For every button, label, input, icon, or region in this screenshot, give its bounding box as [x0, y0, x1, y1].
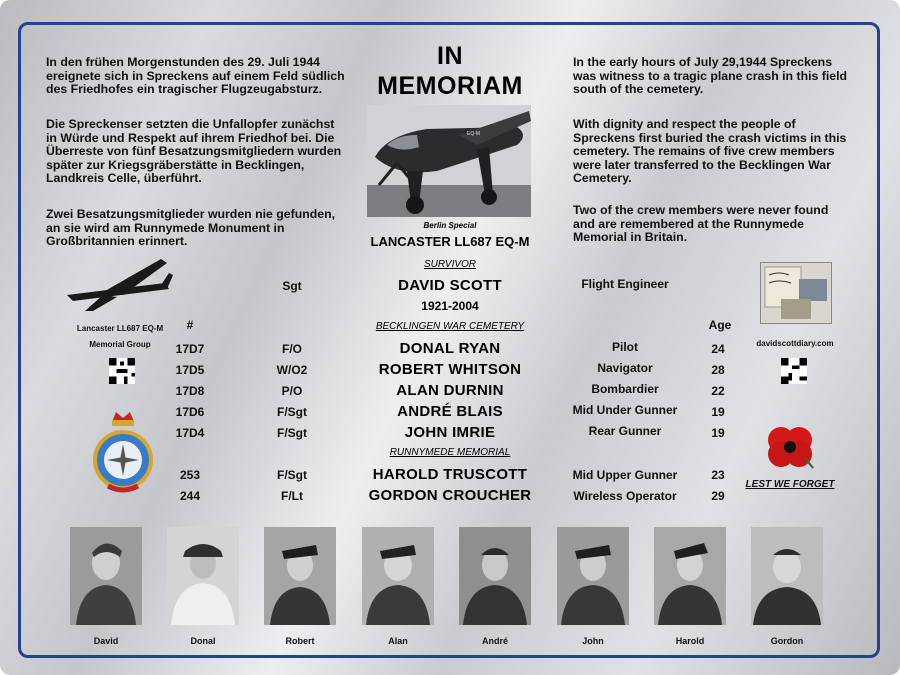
crew-photo-david — [70, 527, 142, 625]
crew-photo-label: Robert — [285, 636, 315, 646]
panel-number: 253 — [179, 468, 201, 482]
crew-role: Bombardier — [591, 382, 659, 396]
crew-name: JOHN IMRIE — [404, 424, 496, 441]
qr-code-icon[interactable] — [781, 358, 807, 384]
english-paragraph-2: With dignity and respect the people of Spreckens first buried the crash victims in this cemetery. The remains of five crew members were later transferred to the Becklingen War Cemetery. — [573, 117, 847, 185]
title-line-1: IN — [437, 42, 463, 70]
crew-name: ANDRÉ BLAIS — [397, 403, 503, 420]
lancaster-photo — [367, 105, 531, 217]
crew-photo-label: Harold — [675, 636, 705, 646]
grave-number: 17D7 — [175, 342, 205, 356]
grave-number: 17D8 — [175, 384, 205, 398]
crew-name: GORDON CROUCHER — [368, 487, 532, 504]
number-column-label: # — [186, 318, 194, 332]
crew-photo-donal — [167, 527, 239, 625]
crew-role: Mid Upper Gunner — [572, 468, 678, 482]
becklingen-header: BECKLINGEN WAR CEMETERY — [375, 321, 525, 332]
crew-rank: F/Sgt — [277, 405, 307, 419]
title-line-2: MEMORIAM — [377, 72, 523, 100]
crew-age: 28 — [711, 363, 725, 377]
crew-photo-label: Alan — [388, 636, 408, 646]
poppy-icon — [765, 422, 815, 470]
website-label[interactable]: davidscottdiary.com — [756, 339, 834, 348]
lancaster-silhouette-icon — [65, 255, 175, 315]
crew-rank: F/Sgt — [277, 468, 307, 482]
survivor-role: Flight Engineer — [581, 277, 669, 291]
crew-role: Rear Gunner — [588, 424, 662, 438]
crew-age: 29 — [711, 489, 725, 503]
crew-photo-label: David — [93, 636, 119, 646]
crew-age: 22 — [711, 384, 725, 398]
survivor-name: DAVID SCOTT — [398, 277, 502, 294]
crew-name: ALAN DURNIN — [396, 382, 504, 399]
crew-role: Navigator — [597, 361, 653, 375]
crew-role: Wireless Operator — [573, 489, 677, 503]
crew-age: 19 — [711, 405, 725, 419]
german-paragraph-3: Zwei Besatzungsmitglieder wurden nie gefunden, an sie wird am Runnymede Monument in Großbritannien erinnert. — [46, 207, 336, 248]
crew-rank: F/Sgt — [277, 426, 307, 440]
crew-role: Pilot — [612, 340, 638, 354]
english-paragraph-1: In the early hours of July 29,1944 Spreckens was witness to a tragic plane crash in this field south of the cemetery. — [573, 55, 848, 96]
fuselage-code: EQ-M — [467, 131, 481, 137]
grave-number: 17D6 — [175, 405, 205, 419]
lest-we-forget: LEST WE FORGET — [745, 479, 835, 490]
crew-role: Mid Under Gunner — [572, 403, 678, 417]
crew-photo-john — [557, 527, 629, 625]
crew-photo-gordon — [751, 527, 823, 625]
crew-rank: F/O — [282, 342, 302, 356]
aircraft-name: LANCASTER LL687 EQ-M — [370, 234, 530, 249]
crew-name: HAROLD TRUSCOTT — [372, 466, 528, 483]
crew-name: DONAL RYAN — [399, 340, 501, 357]
memorial-group-label: Memorial Group — [89, 340, 151, 349]
qr-code-icon[interactable] — [109, 358, 135, 384]
crew-age: 24 — [711, 342, 725, 356]
survivor-years: 1921-2004 — [421, 299, 479, 313]
survivor-rank: Sgt — [282, 279, 302, 293]
crew-photo-label: Gordon — [770, 636, 804, 646]
crew-photo-label: Donal — [190, 636, 216, 646]
grave-number: 17D5 — [175, 363, 205, 377]
age-column-label: Age — [708, 318, 732, 332]
crew-photo-andre — [459, 527, 531, 625]
english-paragraph-3: Two of the crew members were never found and are remembered at the Runnymede Memorial in Britain. — [573, 203, 829, 244]
german-paragraph-1: In den frühen Morgenstunden des 29. Juli 1944 ereignete sich in Spreckens auf einem Feld südlich des Friedhofes ein tragischer Flugzeugabsturz. — [46, 55, 345, 96]
crew-rank: W/O2 — [276, 363, 308, 377]
crew-rank: P/O — [281, 384, 303, 398]
crew-name: ROBERT WHITSON — [378, 361, 522, 378]
crew-rank: F/Lt — [281, 489, 303, 503]
crew-photo-robert — [264, 527, 336, 625]
crew-age: 19 — [711, 426, 725, 440]
crew-photo-label: John — [582, 636, 604, 646]
grave-number: 17D4 — [175, 426, 205, 440]
german-paragraph-2: Die Spreckenser setzten die Unfallopfer zunächst in Würde und Respekt auf ihrem Friedhof bei. Die Überreste von fünf Besatzungsmitgliedern wurden später zur Kriegsgräberstätte in Becklingen, Landkreis Celle, überführt. — [46, 117, 342, 185]
crew-photo-harold — [654, 527, 726, 625]
silhouette-caption: Lancaster LL687 EQ-M — [76, 324, 164, 333]
diary-book-icon — [760, 262, 832, 324]
crew-photo-label: André — [481, 636, 508, 646]
panel-number: 244 — [179, 489, 201, 503]
photo-caption: Berlin Special — [423, 221, 477, 230]
squadron-crest-icon — [90, 408, 156, 496]
crew-photo-alan — [362, 527, 434, 625]
survivor-header: SURVIVOR — [423, 259, 477, 270]
crew-age: 23 — [711, 468, 725, 482]
runnymede-header: RUNNYMEDE MEMORIAL — [389, 447, 511, 458]
